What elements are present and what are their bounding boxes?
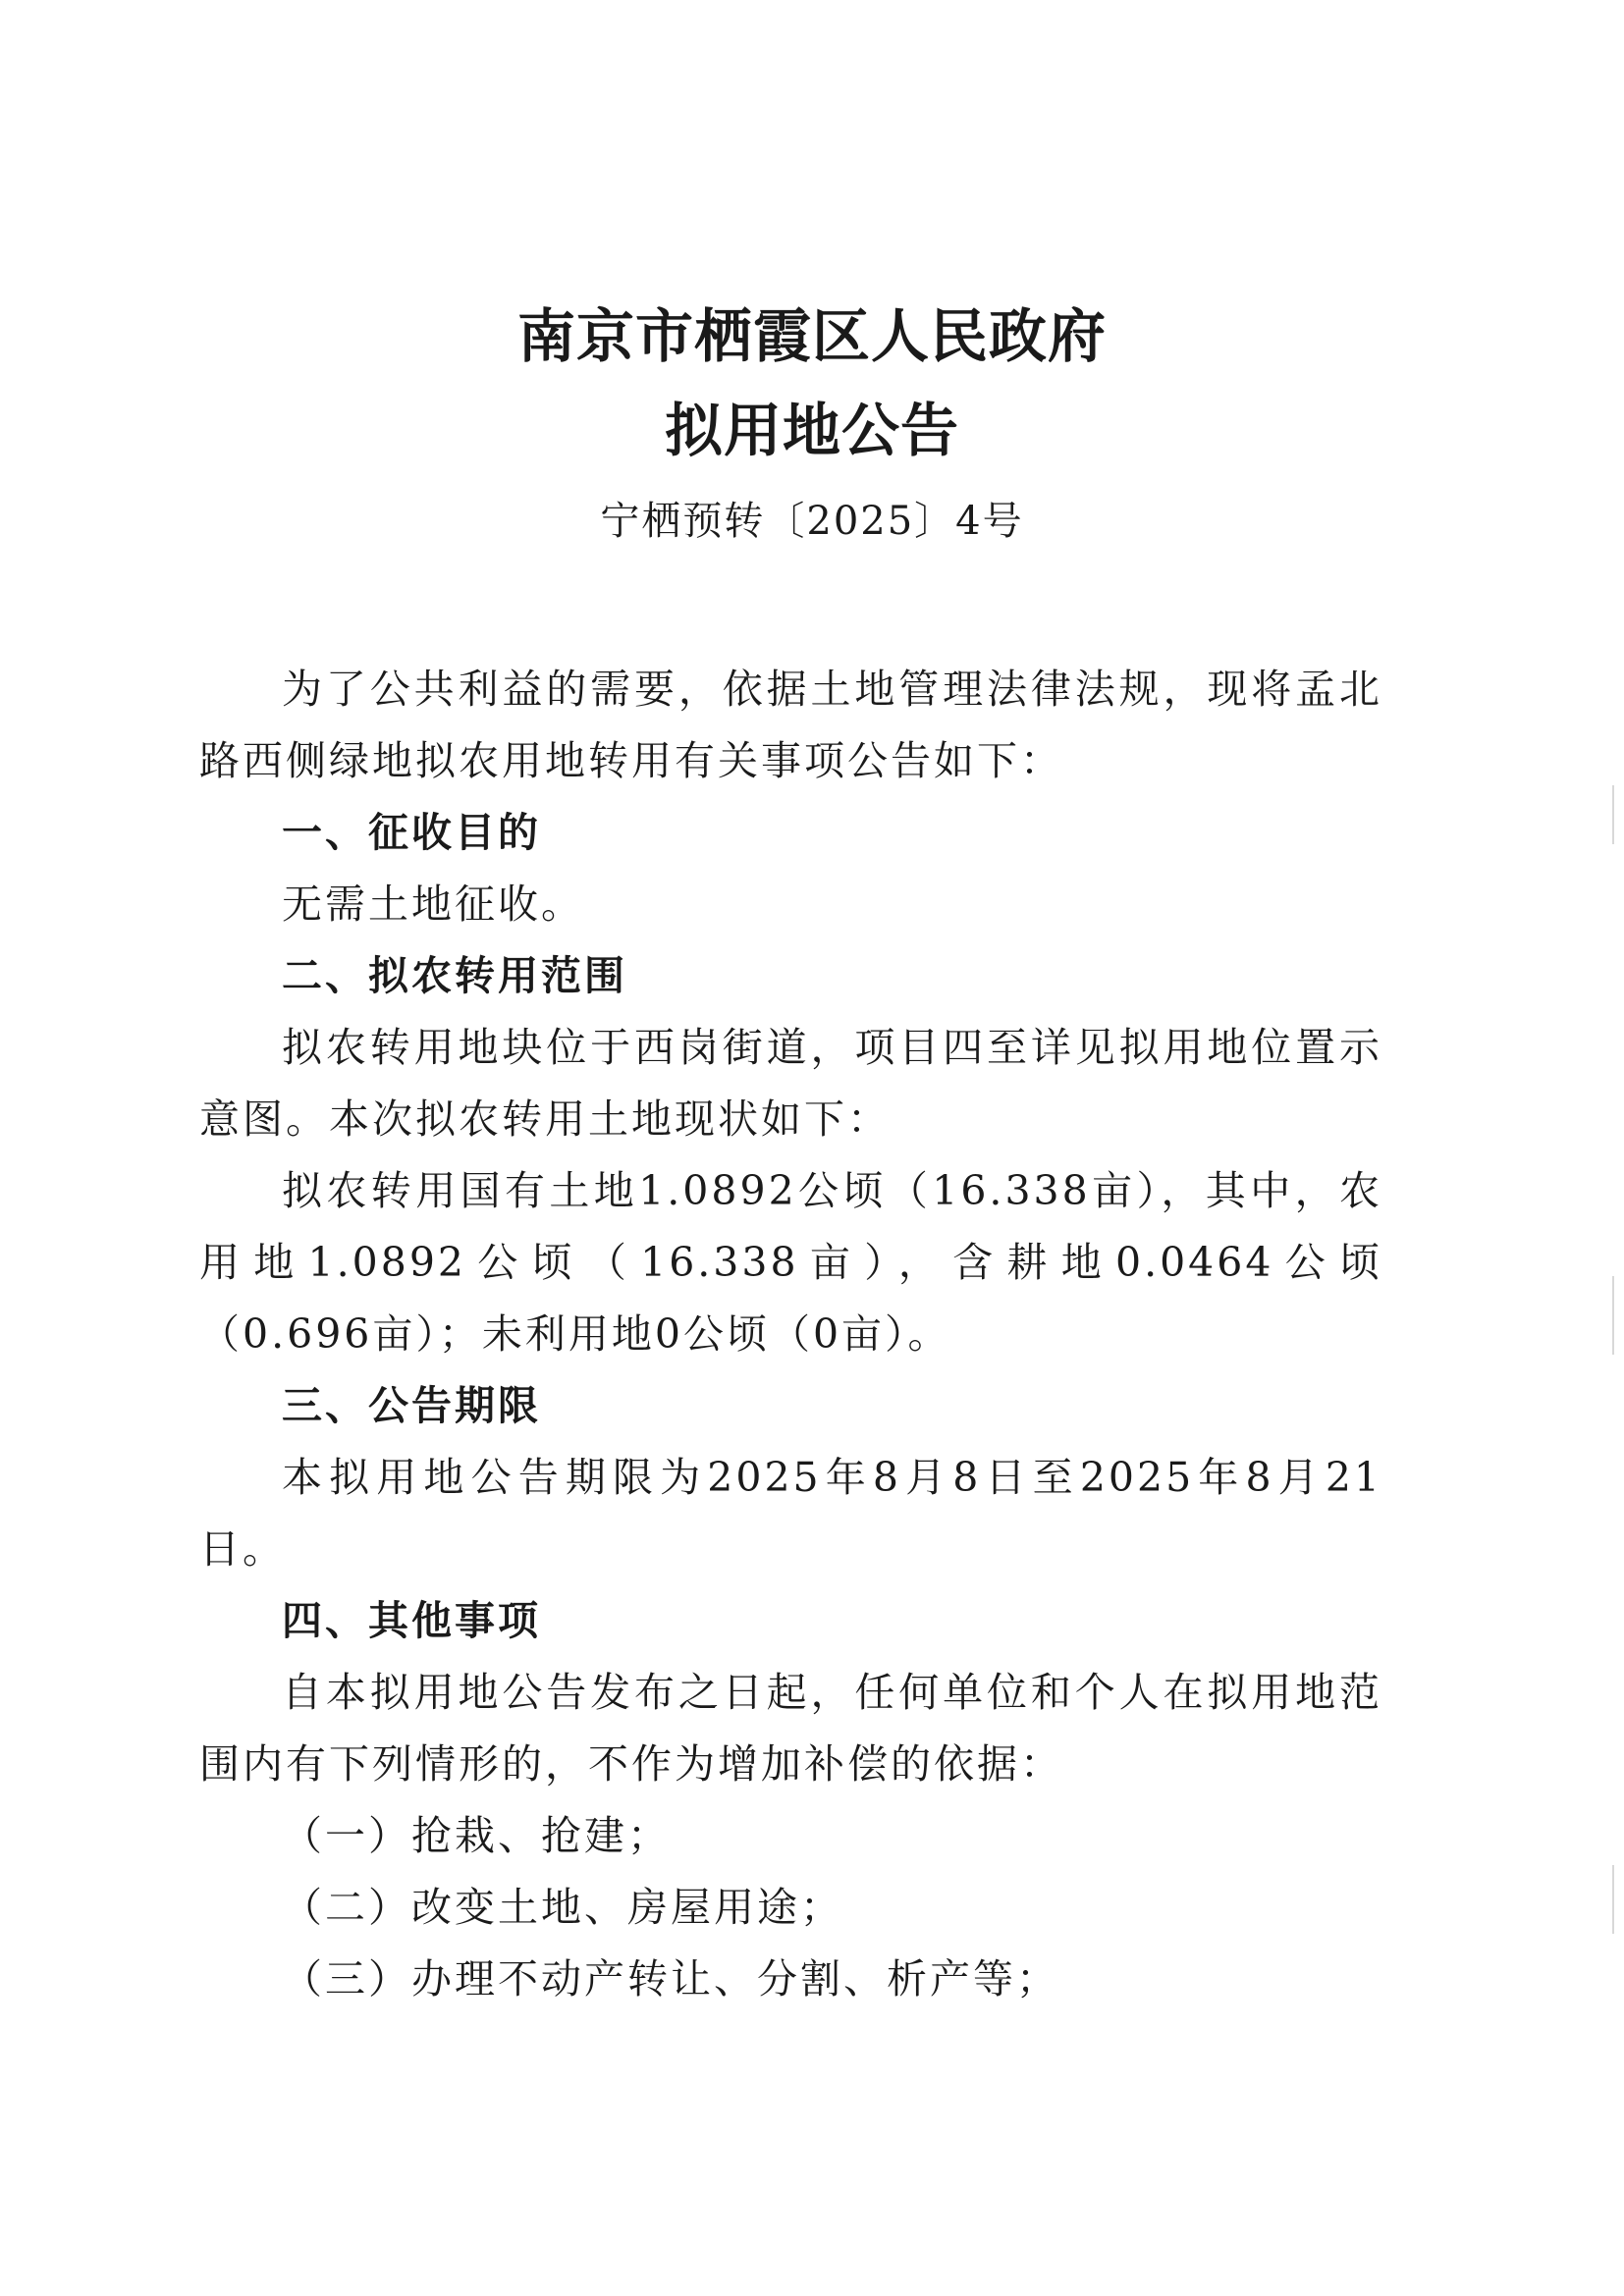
list-item: （二）改变土地、房屋用途； xyxy=(282,1884,843,1931)
scan-edge-mark xyxy=(1612,785,1614,844)
section-heading-purpose: 一、征收目的 xyxy=(282,809,541,856)
document-number: 宁栖预转〔2025〕4号 xyxy=(600,499,1024,544)
scan-edge-mark xyxy=(1612,1865,1614,1934)
section-heading-scope: 二、拟农转用范围 xyxy=(282,952,627,999)
section-paragraph: 自本拟用地公告发布之日起，任何单位和个人在拟用地范围内有下列情形的，不作为增加补偿的依据： xyxy=(199,1669,1382,1788)
intro-paragraph: 为了公共利益的需要，依据土地管理法律法规，现将孟北路西侧绿地拟农用地转用有关事项公告如下： xyxy=(199,666,1382,784)
list-item: （一）抢栽、抢建； xyxy=(282,1812,671,1859)
document-title-line2: 拟用地公告 xyxy=(664,397,959,464)
document-body xyxy=(199,654,1382,2015)
section-paragraph: 拟农转用地块位于西岗街道，项目四至详见拟用地位置示意图。本次拟农转用土地现状如下： xyxy=(199,1024,1382,1143)
section-paragraph: 拟农转用国有土地1.0892公顷（16.338亩），其中，农用地1.0892公顷（16.338亩），含耕地0.0464公顷（0.696亩）；未利用地0公顷（0亩）。 xyxy=(199,1167,1382,1358)
scan-edge-mark xyxy=(1612,1276,1614,1355)
list-item: （三）办理不动产转让、分割、析产等； xyxy=(282,1955,1059,2002)
document-title-line1: 南京市栖霞区人民政府 xyxy=(516,302,1107,370)
section-paragraph: 本拟用地公告期限为2025年8月8日至2025年8月21日。 xyxy=(199,1454,1382,1573)
section-heading-period: 三、公告期限 xyxy=(282,1382,541,1429)
section-paragraph: 无需土地征收。 xyxy=(282,881,584,928)
section-heading-other: 四、其他事项 xyxy=(282,1597,541,1644)
